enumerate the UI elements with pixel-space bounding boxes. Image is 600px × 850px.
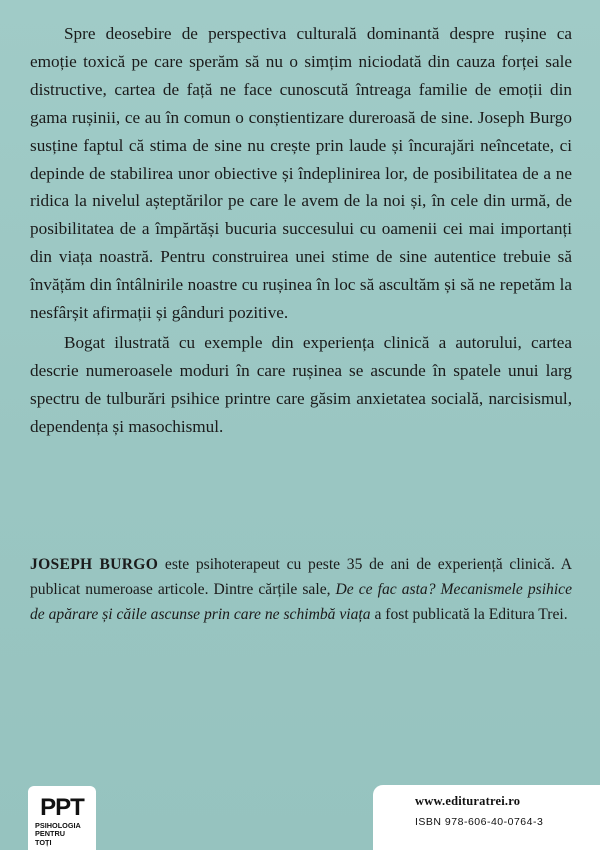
series-name-line-3: TOȚI bbox=[35, 837, 52, 847]
publisher-website: www.edituratrei.ro bbox=[415, 794, 521, 808]
series-name-line-1: PSIHOLOGIA bbox=[35, 821, 81, 830]
logo-mark-text: PPT bbox=[40, 794, 84, 820]
description-paragraph-1: Spre deosebire de perspectiva culturală dominantă despre rușine ca emoție toxică pe care sperăm să nu o simțim niciodată din cauza forței sale distructive, cartea de față ne face cunoscută întreaga familie de emoții din gama rușinii, ce au în comun o conștientizare dureroasă de sine. Joseph Burgo susține faptul că stima de sine nu crește prin laude și încurajări neîncetate, ci depinde de stabilirea unor obiective și îndeplinirea lor, de posibilitatea de a ne ridica la nivelul așteptărilor pe care le avem de la noi și, în cele din urmă, de posibilitatea de a împărtăși bucuria succesului cu oamenii cei mai importanți din viața noastră. Pentru construirea unei stime de sine autentice trebuie să învățăm din întâlnirile noastre cu rușinea în loc să ascultăm și să ne repetăm la nesfârșit afirmații și gânduri pozitive. bbox=[30, 24, 572, 323]
series-name-line-2: PENTRU bbox=[35, 829, 65, 839]
series-name bbox=[35, 822, 95, 847]
description-paragraph-2: Bogat ilustrată cu exemple din experiența clinică a autorului, cartea descrie numeroasele moduri în care rușinea se ascunde în spatele unui larg spectru de tulburări psihice printre care găsim anxietatea socială, narcisismul, dependența și masochismul. bbox=[30, 332, 572, 436]
previous-book-title: De ce fac asta? Mecanismele psihice de apărare și căile ascunse prin care ne schimbă viața bbox=[30, 580, 572, 623]
author-bio-part-1: este psihoterapeut cu peste 35 de ani de experiență clinică. A publicat numeroase articole. Dintre cărțile sale, bbox=[30, 556, 573, 598]
ppt-logo-mark bbox=[36, 792, 88, 820]
book-description bbox=[30, 20, 572, 443]
series-logo bbox=[28, 786, 96, 850]
author-bio-part-2: a fost publicată la Editura Trei. bbox=[370, 605, 568, 623]
barcode-label bbox=[373, 785, 600, 850]
about-author bbox=[30, 553, 572, 627]
author-name: JOSEPH BURGO bbox=[30, 556, 159, 573]
isbn-number: ISBN 978-606-40-0764-3 bbox=[415, 816, 544, 828]
